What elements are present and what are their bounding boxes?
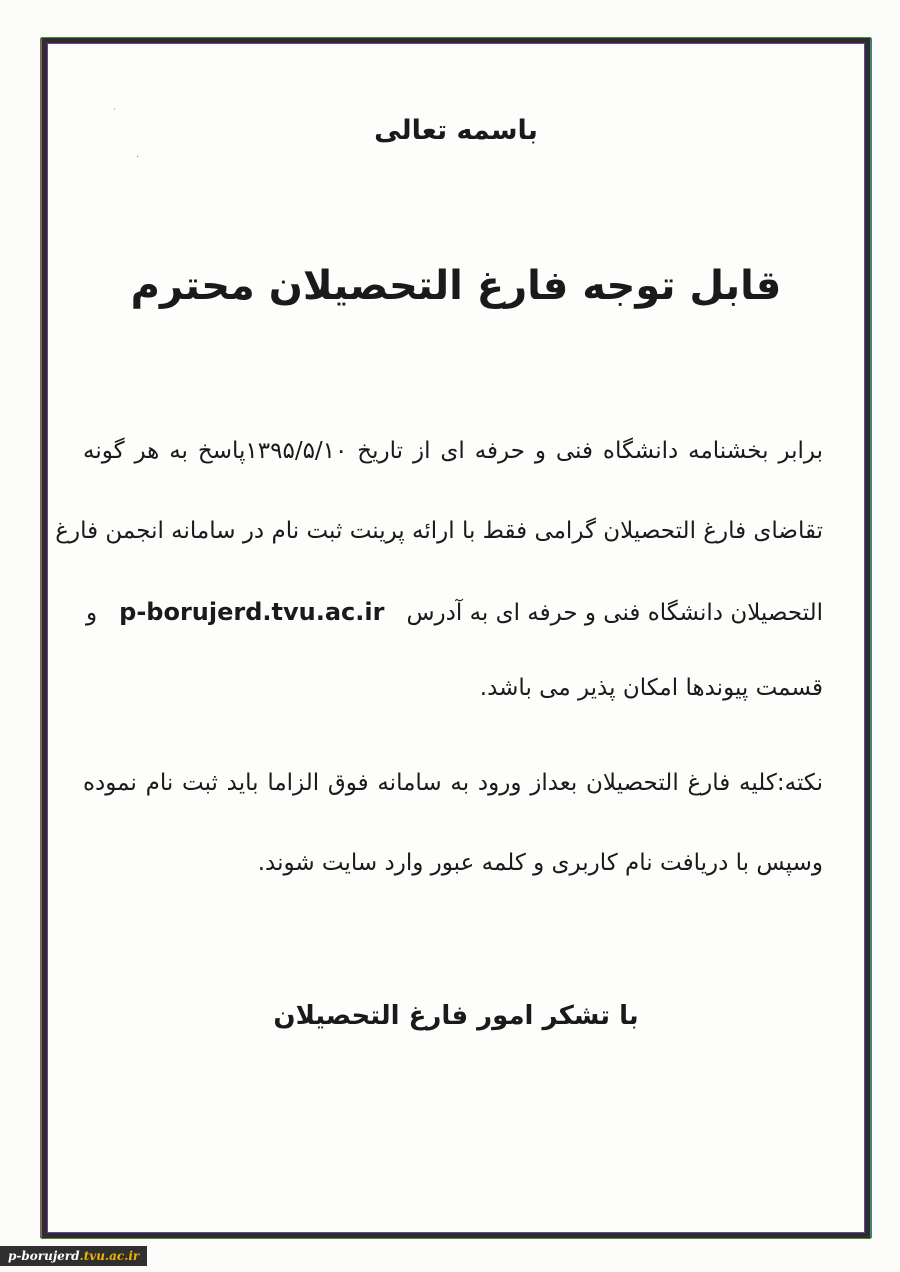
body-line-1: برابر بخشنامه دانشگاه فنی و حرفه ای از تاریخ ۱۳۹۵/۵/۱۰پاسخ به هر گونه bbox=[83, 438, 824, 464]
scan-speck: · bbox=[136, 152, 140, 163]
body-line-3-text: التحصیلان دانشگاه فنی و حرفه ای به آدرس bbox=[406, 600, 823, 626]
document-header: باسمه تعالی bbox=[374, 115, 538, 146]
body-line-3 bbox=[83, 598, 823, 626]
body-line-2: تقاضای فارغ التحصیلان گرامی فقط با ارائه پرینت ثبت نام در سامانه انجمن فارغ bbox=[55, 518, 823, 544]
document-title: قابل توجه فارغ التحصیلان محترم bbox=[130, 263, 782, 309]
scan-speck: ˙ bbox=[112, 108, 117, 119]
document-content bbox=[47, 43, 865, 1233]
note-line-2: وسپس با دریافت نام کاربری و کلمه عبور وارد سایت شوند. bbox=[257, 850, 823, 876]
watermark-prefix: p-borujerd bbox=[8, 1249, 80, 1263]
site-watermark bbox=[0, 1246, 147, 1266]
body-line-3-conjunction: و bbox=[86, 600, 98, 626]
note-line-1: نکته:کلیه فارغ التحصیلان بعداز ورود به سامانه فوق الزاما باید ثبت نام نموده bbox=[83, 770, 823, 796]
website-url: p-borujerd.tvu.ac.ir bbox=[119, 598, 385, 626]
document-border bbox=[42, 38, 870, 1238]
watermark-domain: .tvu.ac.ir bbox=[79, 1249, 140, 1263]
body-line-4: قسمت پیوندها امکان پذیر می باشد. bbox=[479, 675, 823, 701]
signature: با تشکر امور فارغ التحصیلان bbox=[273, 1001, 639, 1031]
